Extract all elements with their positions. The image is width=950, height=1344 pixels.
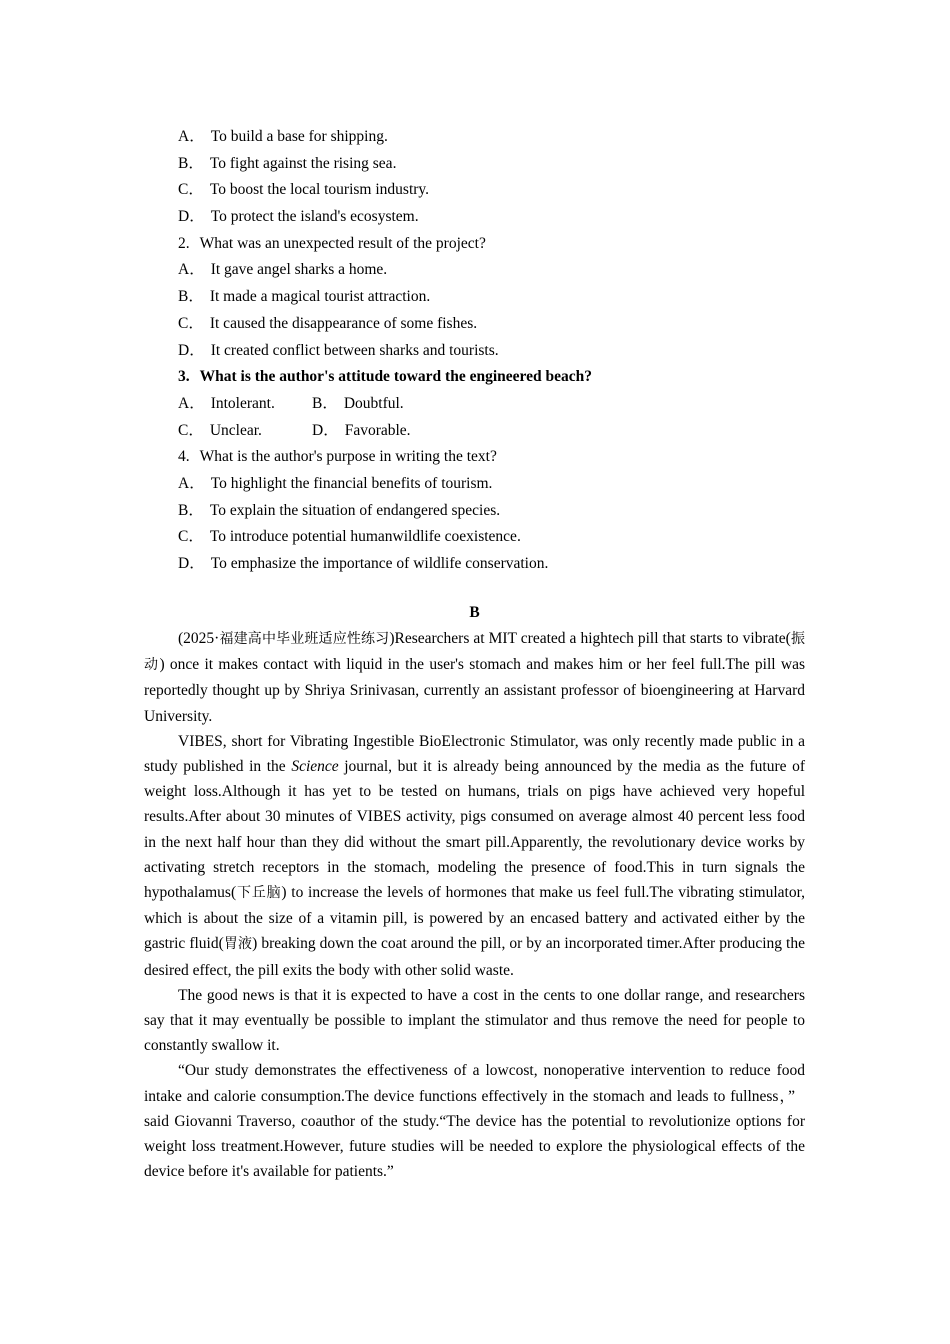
option-label: C． [178,181,204,199]
paragraph-text: journal, but it is already being announced by the media as the future of weight loss.Although it has yet to be tested on humans, trials on pigs have achieved very hopeful results.After about 30 minutes of VIBES activity, pigs consumed on average almost 40 percent less food in the next half hour than they did without the smart pill.Apparently, the revolutionary device works by activating stretch receptors in the stomach, modeling the presence of food.This in turn signals the hypothalamus( [144,758,806,902]
option-q3-a [178,391,312,418]
option-q3-c [178,418,312,445]
option-label: A． [178,394,205,412]
option-label: C． [178,528,204,546]
question-text: What was an unexpected result of the project? [199,234,486,252]
option-q4-b [178,498,818,525]
question-number: 4. [178,448,190,466]
source-close: ) [389,630,395,647]
passage-paragraph-4 [144,1058,805,1184]
question-number: 2. [178,234,190,252]
option-q1-a [178,124,818,151]
question-2-stem [178,231,818,258]
question-3-stem [178,364,818,391]
passage-paragraph-2 [144,729,805,983]
question-text: What is the author's purpose in writing the text? [199,448,497,466]
option-q3-d [312,422,411,439]
option-label: B． [178,288,204,306]
option-q2-a [178,257,818,284]
option-q2-b [178,284,818,311]
paragraph-text: said Giovanni Traverso, coauthor of the study.“The device has the potential to revolutionize options for weight loss treatment.However, future studies will be needed to explore the physiological effects of the device before it's available for patients.” [144,1112,805,1181]
question-text: What is the author's attitude toward the engineered beach? [199,368,592,386]
option-label: B． [178,501,204,519]
option-label: B． [178,154,204,172]
option-text: To fight against the rising sea. [209,154,397,172]
option-text: To protect the island's ecosystem. [210,208,419,226]
option-q1-b [178,151,818,178]
passage-paragraph-1 [144,626,805,729]
passage-paragraph-3: The good news is that it is expected to have a cost in the cents to one dollar range, and researchers say that it may eventually be possible to implant the stimulator and thus remove the need for people to constantly swallow it. [144,986,805,1055]
question-block [178,124,818,578]
option-label: A． [178,128,205,145]
paragraph-text: ) to increase the levels of hormones that make us feel full.The vibrating stimulator, which is about the size of a vitamin pill, is powered by an encased battery and activated either by the gastric fluid( [144,884,805,953]
options-q3-ab [178,391,818,418]
option-text: It created conflict between sharks and tourists. [210,341,499,359]
option-text: To emphasize the importance of wildlife conservation. [210,555,549,572]
option-label: B． [312,394,338,412]
option-label: D． [312,421,339,439]
option-q2-d [178,338,818,365]
option-text: To boost the local tourism industry. [209,181,430,199]
question-number: 3. [178,368,190,386]
option-text: Favorable. [344,421,411,439]
option-text: It made a magical tourist attraction. [209,288,431,306]
option-q4-d [178,551,818,578]
question-4-stem [178,444,818,471]
gloss: 下丘脑 [236,885,282,902]
option-label: C． [178,421,204,439]
option-text: To build a base for shipping. [210,128,388,145]
option-text: Doubtful. [343,394,404,412]
option-q4-a [178,471,818,498]
gloss: 振动 [144,631,806,674]
paragraph-text: Researchers at MIT created a hightech pill that starts to vibrate( [394,630,791,647]
option-label: D． [178,208,205,226]
source-open: (2025· [178,630,220,647]
journal-name: Science [291,758,339,776]
option-q3-b [312,395,404,412]
option-text: To introduce potential humanwildlife coexistence. [209,528,521,546]
source-label: 福建高中毕业班适应性练习 [219,631,390,647]
option-label: D． [178,555,205,572]
passage-b [144,600,805,1184]
option-text: To explain the situation of endangered species. [209,501,501,519]
option-text: It caused the disappearance of some fishes. [209,314,478,332]
option-label: D． [178,341,205,359]
option-text: To highlight the financial benefits of tourism. [210,474,493,492]
paragraph-text: “Our study demonstrates the effectiveness of a lowcost, nonoperative intervention to reduce food intake and calorie consumption.The device functions effectively in the stomach and leads to fullness，” [144,1062,805,1105]
paragraph-text: VIBES, short for Vibrating Ingestible BioElectronic Stimulator, was only recently made public in a study published in the [144,732,805,776]
gloss: 胃液 [223,936,253,953]
paragraph-text: ) breaking down the coat around the pill, or by an incorporated timer.After producing the desired effect, the pill exits the body with other solid waste. [144,935,805,979]
options-q3-cd [178,418,818,445]
option-label: C． [178,314,204,332]
section-title: B [469,604,480,621]
option-text: Intolerant. [210,394,275,412]
option-label: A． [178,474,205,492]
option-q2-c [178,311,818,338]
option-label: A． [178,261,205,279]
option-text: It gave angel sharks a home. [210,261,388,279]
option-q4-c [178,524,818,551]
paragraph-text: ) once it makes contact with liquid in the user's stomach and makes him or her feel full.The pill was reportedly thought up by Shriya Srinivasan, currently an assistant professor of bioengineering at Harvard University. [144,656,805,725]
option-q1-c [178,177,818,204]
option-q1-d [178,204,818,231]
option-text: Unclear. [209,421,262,439]
